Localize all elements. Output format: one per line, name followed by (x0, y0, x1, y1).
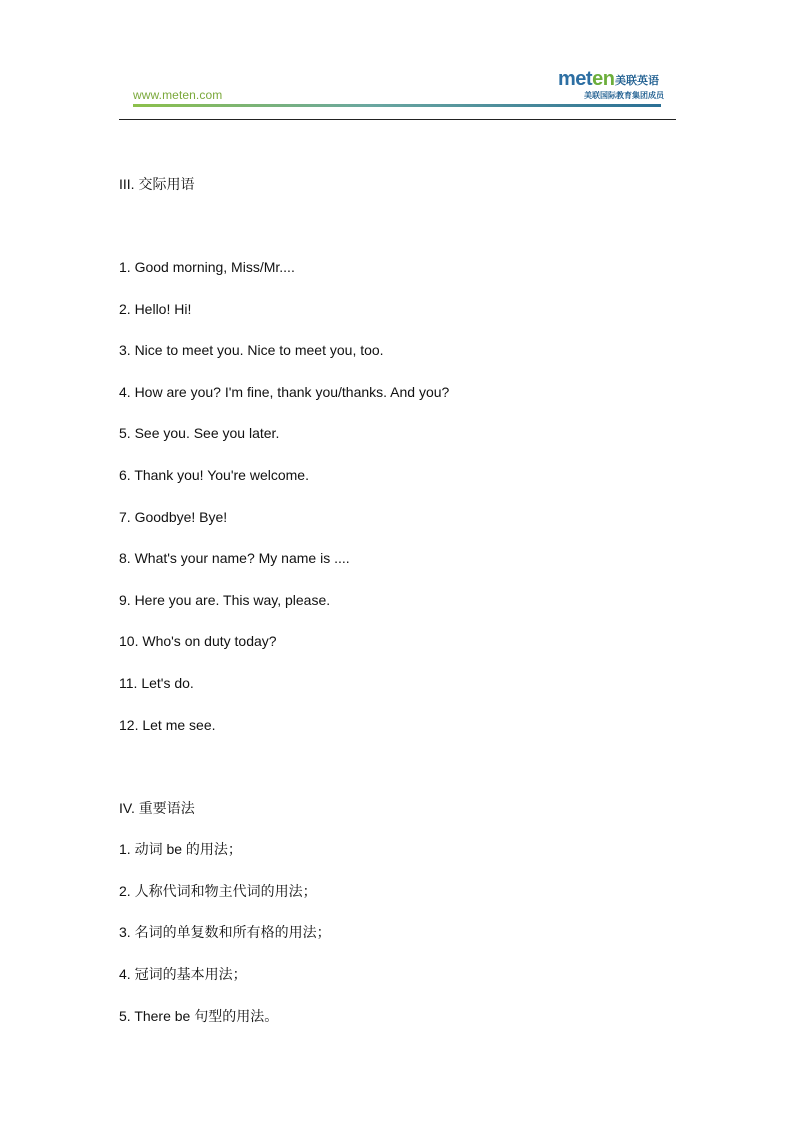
list-item: 2. 人称代词和物主代词的用法； (119, 883, 317, 899)
list-item: 5. See you. See you later. (119, 425, 280, 441)
page-header (0, 0, 794, 125)
list-item: 11. Let's do. (119, 675, 194, 691)
list-item: 8. What's your name? My name is .... (119, 550, 350, 566)
list-item: 4. How are you? I'm fine, thank you/thanks. And you? (119, 384, 450, 400)
header-divider (119, 119, 676, 120)
list-item: 9. Here you are. This way, please. (119, 592, 331, 608)
site-url: www.meten.com (133, 88, 223, 102)
list-item: 7. Goodbye! Bye! (119, 509, 228, 525)
section-heading-grammar: IV. 重要语法 (119, 800, 195, 816)
list-item: 2. Hello! Hi! (119, 301, 192, 317)
section-heading-communication: III. 交际用语 (119, 176, 195, 192)
logo-brand-cn: 美联英语 (615, 75, 659, 87)
logo-wordmark: meten (558, 68, 615, 90)
list-item: 5. There be 句型的用法。 (119, 1008, 279, 1024)
list-item: 1. Good morning, Miss/Mr.... (119, 259, 295, 275)
list-item: 6. Thank you! You're welcome. (119, 467, 309, 483)
list-item: 4. 冠词的基本用法； (119, 966, 247, 982)
header-gradient-bar (133, 104, 661, 107)
logo-subtitle: 美联国际教育集团成员 (584, 91, 664, 100)
meten-logo (558, 68, 666, 102)
list-item: 10. Who's on duty today? (119, 633, 277, 649)
list-item: 12. Let me see. (119, 717, 216, 733)
list-item: 1. 动词 be 的用法； (119, 841, 242, 857)
list-item: 3. 名词的单复数和所有格的用法； (119, 924, 331, 940)
list-item: 3. Nice to meet you. Nice to meet you, too. (119, 342, 384, 358)
